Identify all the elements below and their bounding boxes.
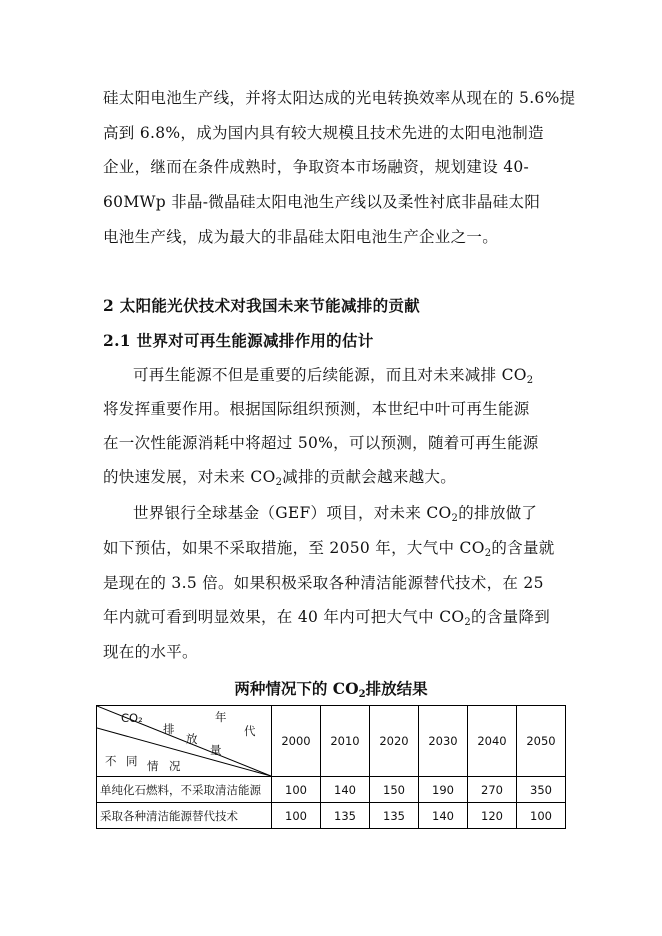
text-segment: 的含量降到 xyxy=(471,608,551,626)
paragraph-3-line-3: 是现在的 3.5 倍。如果积极采取各种清洁能源替代技术，在 25 xyxy=(103,574,544,592)
corner-nian: 年 xyxy=(215,710,227,724)
table-cell: 100 xyxy=(272,777,321,803)
text-segment: 年内就可看到明显效果，在 40 年内可把大气中 CO xyxy=(103,608,465,626)
paragraph-2-line-3: 在一次性能源消耗中将超过 50%，可以预测，随着可再生能源 xyxy=(103,434,539,452)
paragraph-1-line-4: 60MWp 非晶-微晶硅太阳电池生产线以及柔性衬底非晶硅太阳 xyxy=(103,193,541,211)
year-header: 2040 xyxy=(468,706,517,777)
row-label: 单纯化石燃料，不采取清洁能源 xyxy=(97,777,272,803)
corner-bu: 不 xyxy=(105,754,117,768)
text-segment: 两种情况下的 CO xyxy=(234,679,359,698)
text-segment: 的含量就 xyxy=(491,539,555,557)
subscript: 2 xyxy=(451,513,459,524)
table-cell: 150 xyxy=(370,777,419,803)
table-row xyxy=(97,777,566,803)
table-cell: 120 xyxy=(468,803,517,829)
text-segment: 减排的贡献会越来越大。 xyxy=(282,468,457,486)
year-header: 2020 xyxy=(370,706,419,777)
table-cell: 100 xyxy=(272,803,321,829)
subscript: 2 xyxy=(484,548,492,559)
corner-pai: 排 xyxy=(163,722,175,736)
paragraph-3-line-2 xyxy=(103,538,555,558)
paragraph-1-line-3: 企业，继而在条件成熟时，争取资本市场融资，规划建设 40- xyxy=(103,158,530,176)
text-segment: 排放结果 xyxy=(365,679,428,698)
paragraph-2-line-2: 将发挥重要作用。根据国际组织预测，本世纪中叶可再生能源 xyxy=(103,400,530,418)
text-segment: 世界银行全球基金（GEF）项目，对未来 CO xyxy=(133,504,452,522)
emissions-table xyxy=(96,705,566,829)
corner-tong: 同 xyxy=(126,754,138,768)
paragraph-3-line-4 xyxy=(103,607,550,627)
paragraph-2-line-1 xyxy=(133,365,533,385)
text-segment: 的快速发展，对未来 CO xyxy=(103,468,276,486)
paragraph-2-line-4 xyxy=(103,467,456,487)
corner-kuang: 况 xyxy=(169,759,181,773)
table-cell: 100 xyxy=(517,803,566,829)
subscript: 2 xyxy=(358,689,366,700)
text-segment: 可再生能源不但是重要的后续能源，而且对未来减排 CO xyxy=(133,366,527,384)
paragraph-3-line-5: 现在的水平。 xyxy=(103,643,198,661)
paragraph-3-line-1 xyxy=(133,503,537,523)
paragraph-1-line-1: 硅太阳电池生产线，并将太阳达成的光电转换效率从现在的 5.6%提 xyxy=(103,89,576,107)
table-cell: 140 xyxy=(321,777,370,803)
paragraph-1-line-2: 高到 6.8%，成为国内具有较大规模且技术先进的太阳电池制造 xyxy=(103,124,544,142)
year-header: 2010 xyxy=(321,706,370,777)
paragraph-1-line-5: 电池生产线，成为最大的非晶硅太阳电池生产企业之一。 xyxy=(103,228,499,246)
corner-dai: 代 xyxy=(244,724,256,738)
year-header: 2030 xyxy=(419,706,468,777)
text-segment: 的排放做了 xyxy=(458,504,538,522)
table-cell: 350 xyxy=(517,777,566,803)
section-2-1-heading: 2.1 世界对可再生能源减排作用的估计 xyxy=(103,331,374,350)
corner-co2: CO₂ xyxy=(121,711,143,725)
table-caption xyxy=(0,677,662,699)
table-cell: 140 xyxy=(419,803,468,829)
section-2-heading: 2 太阳能光伏技术对我国未来节能减排的贡献 xyxy=(103,296,420,315)
table-cell: 190 xyxy=(419,777,468,803)
text-segment: 如下预估，如果不采取措施，至 2050 年，大气中 CO xyxy=(103,539,485,557)
table-row xyxy=(97,803,566,829)
table-cell: 270 xyxy=(468,777,517,803)
table-cell: 135 xyxy=(370,803,419,829)
year-header: 2050 xyxy=(517,706,566,777)
subscript: 2 xyxy=(464,617,472,628)
corner-fang: 放 xyxy=(186,732,198,746)
row-label: 采取各种清洁能源替代技术 xyxy=(97,803,272,829)
subscript: 2 xyxy=(526,375,534,386)
year-header: 2000 xyxy=(272,706,321,777)
corner-qing: 情 xyxy=(147,759,159,773)
table-cell: 135 xyxy=(321,803,370,829)
subscript: 2 xyxy=(275,477,283,488)
corner-liang: 量 xyxy=(210,743,222,757)
diagonal-header-cell xyxy=(97,706,272,777)
table-header-row xyxy=(97,706,566,777)
